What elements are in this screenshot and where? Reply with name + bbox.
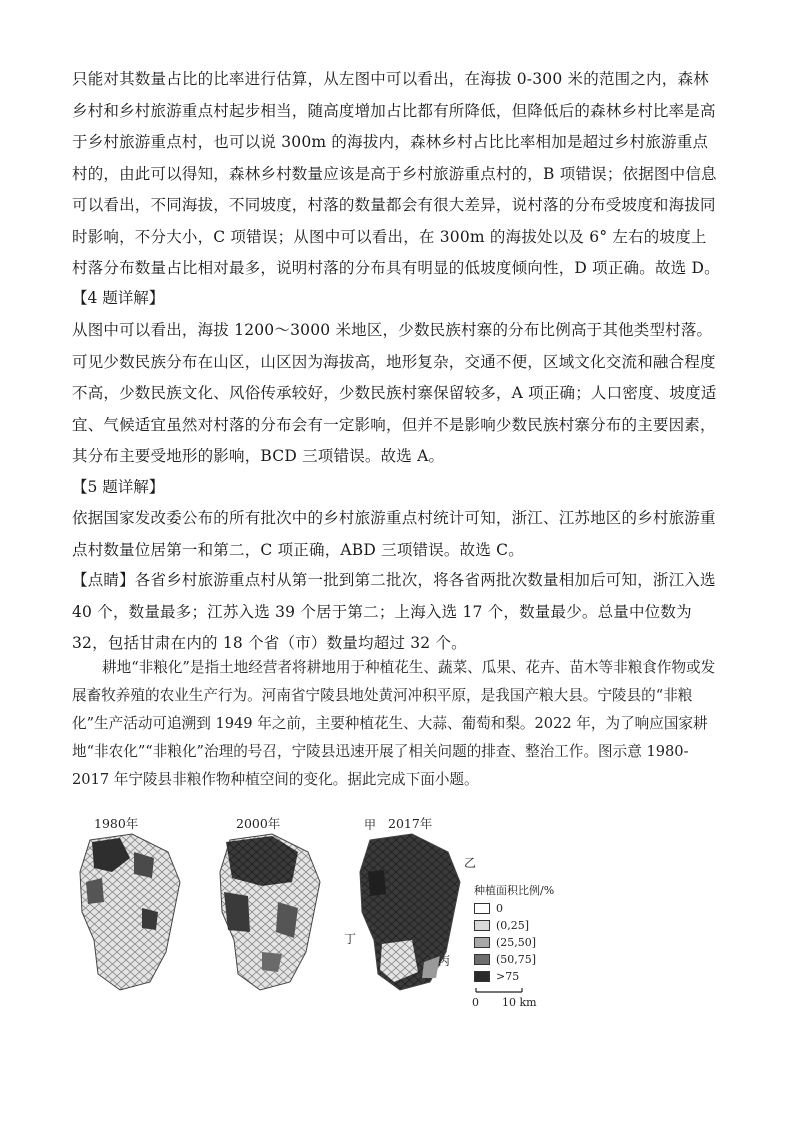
legend-label: 0 [496,902,503,915]
scale-bar [476,988,522,992]
legend-label: (50,75] [496,953,537,966]
legend-item-4 [474,970,519,983]
map-title-2017: 2017年 [388,816,433,831]
figure-maps [72,812,592,1017]
legend-label: (0,25] [496,919,530,932]
scale-label-0: 0 [472,996,479,1009]
map-title-2000: 2000年 [236,816,281,831]
legend-item-1 [474,919,529,932]
legend-swatch [474,954,490,965]
legend-label: >75 [496,970,520,983]
marker-ding: 丁 [344,932,357,946]
comment-paragraph: 【点睛】各省乡村旅游重点村从第一批到第二批次，将各省两批次数量相加后可知，浙江入选 40 个，数量最多；江苏入选 39 个居于第二；上海入选 17 个，数量最少。总量中位数为 32，包括甘肃在内的 18 个省（市）数量均超过 32 个。 [72,571,716,652]
legend-swatch [474,937,490,948]
legend-swatch [474,903,490,914]
legend-label: (25,50] [496,936,537,949]
marker-bing: 丙 [438,954,451,968]
section-heading-q4: 【4 题详解】 [72,289,165,307]
marker-yi: 乙 [464,856,477,870]
legend-swatch [474,920,490,931]
answer-paragraph-q5: 依据国家发改委公布的所有批次中的乡村旅游重点村统计可知，浙江、江苏地区的乡村旅游重点村数量位居第一和第二，C 项正确，ABD 三项错误。故选 C。 [72,509,716,559]
answer-paragraph-q3: 只能对其数量占比的比率进行估算，从左图中可以看出，在海拔 0-300 米的范围之内，森林乡村和乡村旅游重点村起步相当，随高度增加占比都有所降低，但降低后的森林乡村比率是高于乡村旅游重点村，也可以说 300m 的海拔内，森林乡村占比比率相加是超过乡村旅游重点村的，由此可以得知，森林乡村数量应该是高于乡村旅游重点村的，B 项错误；依据图中信息可以看出，不同海拔，不同坡度，村落的数量都会有很大差异，说村落的分布受坡度和海拔同时影响，不分大小，C 项错误；从图中可以看出，在 300m 的海拔处以及 6° 左右的坡度上村落分布数量占比相对最多，说明村落的分布具有明显的低坡度倾向性，D 项正确。故选 D。 [72,70,720,277]
map-title-1980: 1980年 [94,816,139,831]
legend-item-0 [474,902,503,915]
scale-label-10km: 10 km [502,996,537,1009]
map-1980 [80,834,180,990]
legend-item-3 [474,953,536,966]
marker-jia: 甲 [364,818,377,832]
section-heading-q5: 【5 题详解】 [72,478,165,496]
legend-swatch [474,971,490,982]
answer-paragraph-q4: 从图中可以看出，海拔 1200～3000 米地区，少数民族村寨的分布比例高于其他类型村落。可见少数民族分布在山区，山区因为海拔高，地形复杂，交通不便，区域文化交流和融合程度不高，少数民族文化、风俗传承较好，少数民族村寨保留较多，A 项正确；人口密度、坡度适宜、气候适宜虽然对村落的分布会有一定影响，但并不是影响少数民族村寨分布的主要因素，其分布主要受地形的影响，BCD 三项错误。故选 A。 [72,321,717,465]
legend-title: 种植面积比例/% [474,884,555,897]
map-2000 [220,834,320,990]
legend-item-2 [474,936,536,949]
county-maps-svg [72,812,592,1017]
question-material-paragraph: 耕地“非粮化”是指土地经营者将耕地用于种植花生、蔬菜、瓜果、花卉、苗木等非粮食作物或发展畜牧养殖的农业生产行为。河南省宁陵县地处黄河冲积平原，是我国产粮大县。宁陵县的“非粮化”生产活动可追溯到 1949 年之前，主要种植花生、大蒜、葡萄和梨。2022 年，为了响应国家耕地“非农化”“非粮化”治理的号召，宁陵县迅速开展了相关问题的排查、整治工作。图示意 1980-2017 年宁陵县非粮作物种植空间的变化。据此完成下面小题。 [72,659,716,788]
